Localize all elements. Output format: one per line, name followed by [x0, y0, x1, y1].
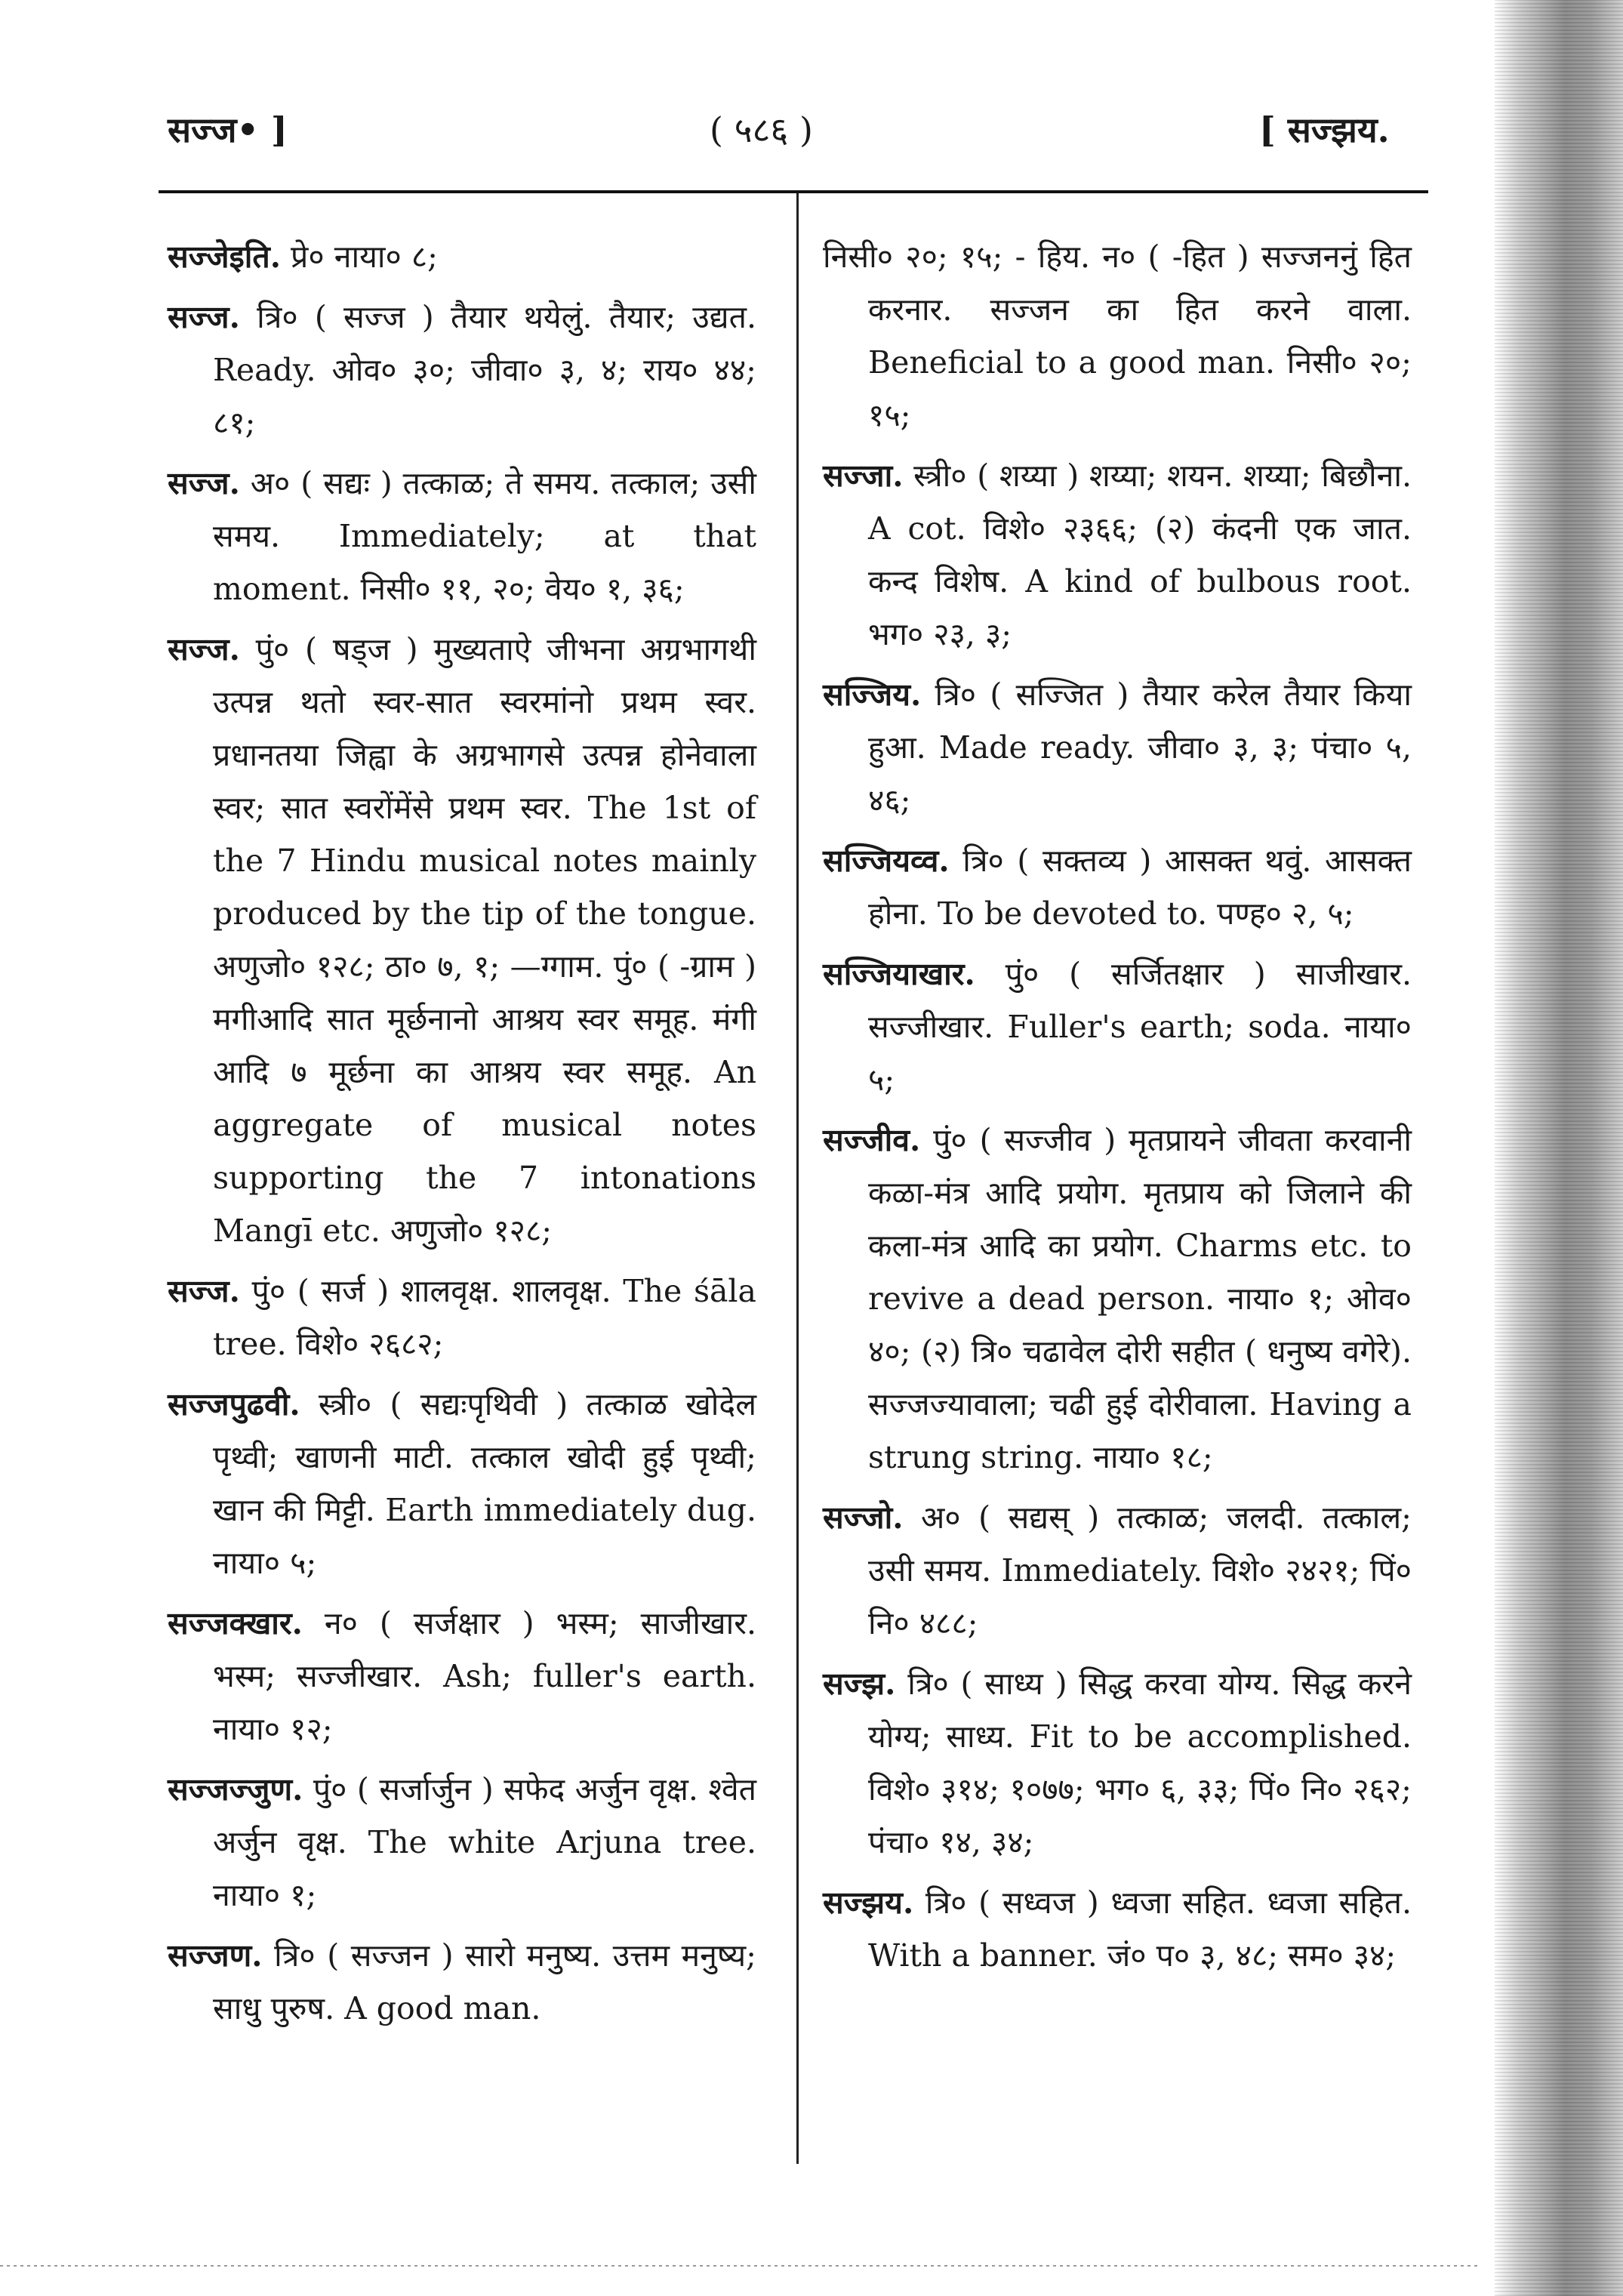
header-left-guideword: सज्ज• ] — [168, 109, 288, 150]
dictionary-entry — [823, 1491, 1412, 1650]
entry-definition: त्रि० ( साध्य ) सिद्ध करवा योग्य. सिद्ध करने योग्य; साध्य. Fit to be accomplished. विशे० ३१४; १०७७; भग० ६, ३३; पिं० नि० २६२; पंचा० १४, ३४; — [868, 1666, 1412, 1860]
entry-headword: सज्जीव. — [823, 1122, 921, 1158]
entry-headword: सज्जिय. — [823, 676, 922, 713]
entry-definition: त्रि० ( सज्जन ) सारो मनुष्य. उत्तम मनुष्य; साधु पुरुष. A good man. — [213, 1937, 756, 2026]
entry-definition: न० ( सर्जक्षार ) भस्म; साजीखार. भस्म; सज्जीखार. Ash; fuller's earth. नाया० १२; — [213, 1605, 756, 1747]
entry-headword: सज्जेइति. — [168, 239, 281, 275]
dictionary-entry — [823, 1657, 1412, 1869]
dictionary-entry — [168, 1378, 756, 1589]
entry-headword: सज्जण. — [168, 1937, 263, 1974]
entry-definition: स्त्री० ( शय्या ) शय्या; शयन. शय्या; बिछौना. A cot. विशे० २३६६; (२) कंदनी एक जात. कन्द विशेष. A kind of bulbous root. भग० २३, ३; — [868, 458, 1412, 652]
dictionary-entry — [823, 948, 1412, 1106]
entry-definition: पुं० ( सर्ज ) शालवृक्ष. शालवृक्ष. The śāla tree. विशे० २६८२; — [213, 1273, 756, 1362]
entry-definition: अ० ( सद्यस् ) तत्काळ; जलदी. तत्काल; उसी समय. Immediately. विशे० २४२१; पिं० नि० ४८८; — [868, 1499, 1412, 1641]
header-right-guideword: [ सज्झय. — [1259, 109, 1390, 150]
dictionary-entry — [168, 1265, 756, 1370]
dictionary-entry — [823, 1114, 1412, 1484]
entry-headword: सज्झ. — [823, 1666, 896, 1702]
dictionary-entry — [168, 1929, 756, 2035]
entry-headword: सज्जियाखार. — [823, 956, 975, 992]
dictionary-entry — [168, 623, 756, 1257]
entry-definition: त्रि० ( सज्ज ) तैयार थयेलुं. तैयार; उद्यत. Ready. ओव० ३०; जीवा० ३, ४; राय० ४४; ८१; — [213, 299, 756, 441]
entry-definition: पुं० ( सज्जीव ) मृतप्रायने जीवता करवानी कळा-मंत्र आदि प्रयोग. मृतप्राय को जिलाने की कला-मंत्र आदि का प्रयोग. Charms etc. to revive a dead person. नाया० १; ओव० ४०; (२) त्रि० चढावेल दोरी सहीत ( धनुष्य वगेरे). सज्जज्यावाला; चढी हुई दोरीवाला. Having a strung string. नाया० १८; — [868, 1122, 1412, 1475]
entry-headword: सज्जज्जुण. — [168, 1771, 303, 1808]
entry-headword: सज्जा. — [823, 458, 904, 494]
left-column — [168, 230, 756, 2042]
entry-definition: निसी० २०; १५; - हिय. न० ( -हित ) सज्जननुं हित करनार. सज्जन का हित करने वाला. Beneficial to a good man. निसी० २०; १५; — [823, 239, 1412, 433]
page-edge-shadow — [1495, 0, 1623, 2296]
entry-definition: त्रि० ( सज्जित ) तैयार करेल तैयार किया हुआ. Made ready. जीवा० ३, ३; पंचा० ५, ४६; — [868, 676, 1412, 818]
entry-definition: प्रे० नाया० ८; — [280, 239, 438, 275]
entry-definition: पुं० ( सर्जार्जुन ) सफेद अर्जुन वृक्ष. श्वेत अर्जुन वृक्ष. The white Arjuna tree. नाया० १; — [213, 1771, 756, 1913]
entry-definition: त्रि० ( सक्तव्य ) आसक्त थवुं. आसक्त होना. To be devoted to. पण्ह० २, ५; — [868, 843, 1412, 932]
entry-headword: सज्जियव्व. — [823, 843, 950, 879]
entry-headword: सज्ज. — [168, 631, 240, 667]
dictionary-entry — [168, 457, 756, 615]
dictionary-entry — [823, 1876, 1412, 1982]
right-column — [823, 230, 1412, 1989]
dictionary-entry — [168, 1763, 756, 1922]
entry-headword: सज्ज. — [168, 465, 240, 501]
entry-definition: पुं० ( षड्ज ) मुख्यताऐ जीभना अग्रभागथी उत्पन्न थतो स्वर-सात स्वरमांनो प्रथम स्वर. प्रधानतया जिह्वा के अग्रभागसे उत्पन्न होनेवाला स्वर; सात स्वरोंमेंसे प्रथम स्वर. The 1st of the 7 Hindu musical notes mainly produced by the tip of the tongue. अणुजो० १२८; ठा० ७, १; —ग्गाम. पुं० ( -ग्राम ) मगीआदि सात मूर्छनानो आश्रय स्वर समूह. मंगी आदि ७ मूर्छना का आश्रय स्वर समूह. An aggregate of musical notes supporting the 7 intonations Mangī etc. अणुजो० १२८; — [213, 631, 756, 1249]
dictionary-entry-continued — [823, 230, 1412, 442]
page-header — [0, 106, 1457, 174]
entry-headword: सज्जो. — [823, 1499, 904, 1536]
entry-headword: सज्जक्खार. — [168, 1605, 303, 1641]
dictionary-entry — [823, 449, 1412, 661]
dictionary-entry — [168, 291, 756, 449]
dictionary-entry — [168, 230, 756, 283]
entry-headword: सज्जपुढवी. — [168, 1386, 300, 1422]
entry-headword: सज्झय. — [823, 1885, 914, 1921]
dictionary-entry — [823, 668, 1412, 827]
entry-headword: सज्ज. — [168, 1273, 240, 1309]
scan-bottom-edge — [0, 2265, 1480, 2267]
entry-definition: अ० ( सद्यः ) तत्काळ; ते समय. तत्काल; उसी समय. Immediately; at that moment. निसी० ११, २०; वेय० १, ३६; — [213, 465, 756, 607]
page-number: ( ५८६ ) — [710, 109, 813, 150]
entry-definition: स्त्री० ( सद्यःपृथिवी ) तत्काळ खोदेल पृथ्वी; खाणनी माटी. तत्काल खोदी हुई पृथ्वी; खान की मिट्टी. Earth immediately dug. नाया० ५; — [213, 1386, 756, 1581]
dictionary-entry — [823, 834, 1412, 940]
entry-headword: सज्ज. — [168, 299, 240, 335]
entry-definition: पुं० ( सर्जितक्षार ) साजीखार. सज्जीखार. Fuller's earth; soda. नाया० ५; — [868, 956, 1412, 1098]
dictionary-entry — [168, 1597, 756, 1755]
entry-definition: त्रि० ( सध्वज ) ध्वजा सहित. ध्वजा सहित. With a banner. जं० प० ३, ४८; सम० ३४; — [868, 1885, 1412, 1974]
column-divider — [796, 193, 799, 2164]
header-rule — [159, 190, 1428, 193]
